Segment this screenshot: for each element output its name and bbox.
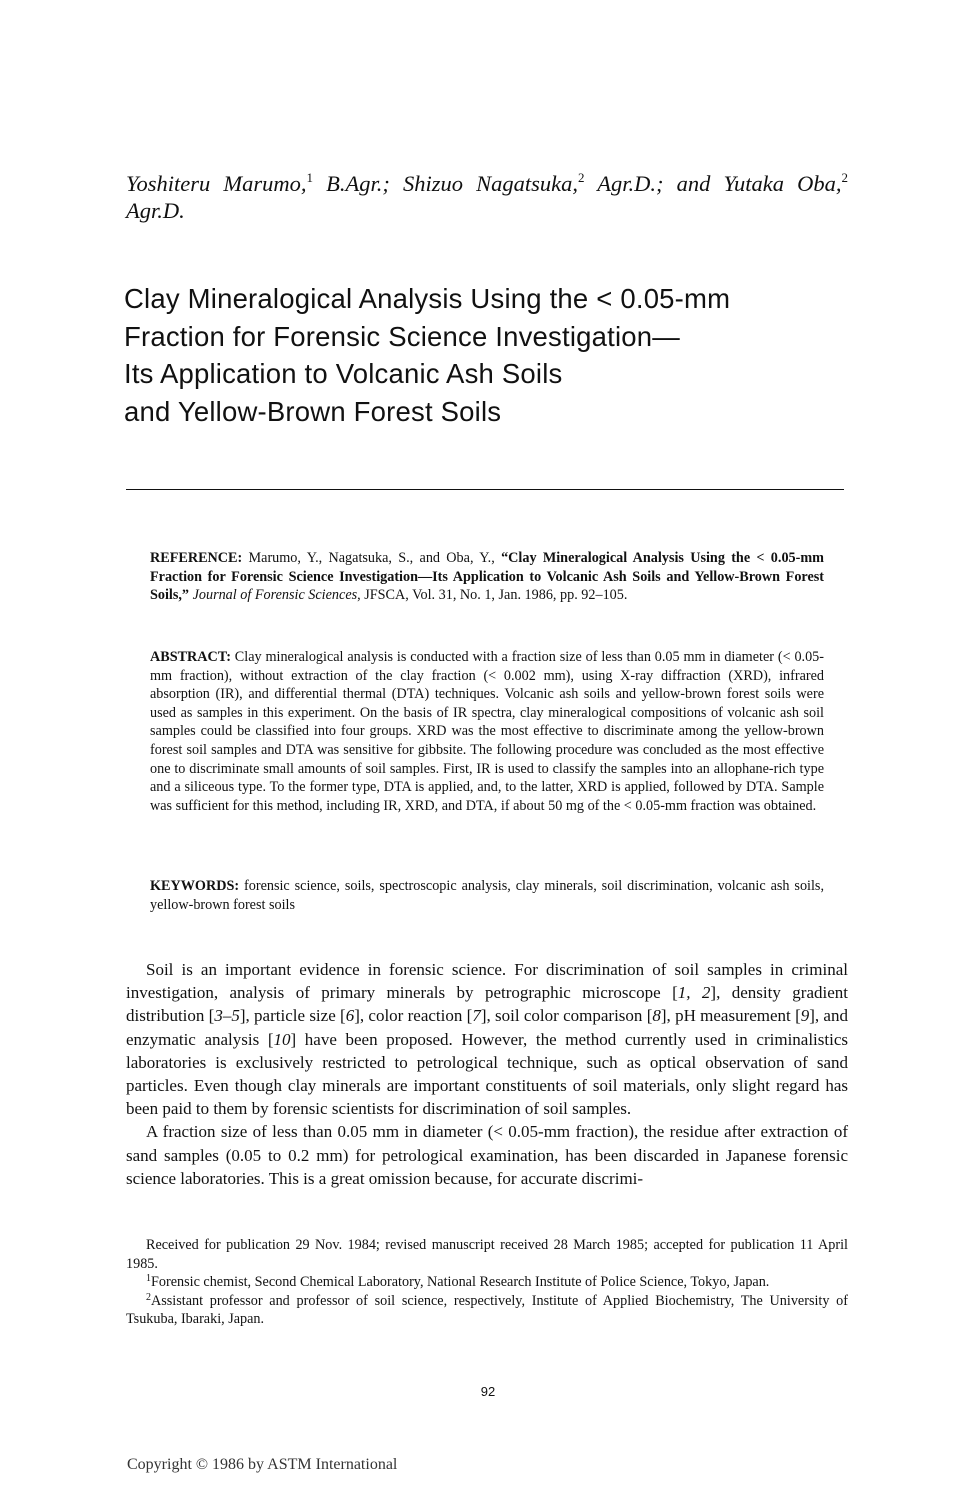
footnote-mark: 1 bbox=[146, 1273, 151, 1285]
text-run: ] have been proposed. However, the method currently used in criminalistics laboratories is exclusively restricted to petrological technique, such as optical observation of sand particles. Even though clay minerals are important constituents of soil materials, only slight regard has been paid to them by forensic scientists for discrimination of soil samples. bbox=[126, 1029, 849, 1119]
abstract-label: ABSTRACT: bbox=[150, 649, 231, 665]
keywords-block bbox=[150, 877, 824, 914]
author-name: Yutaka Oba, bbox=[723, 171, 842, 196]
author-degree: Agr.D.; and bbox=[584, 171, 724, 196]
text-run: ], and enzymatic analysis [ bbox=[126, 1006, 848, 1049]
citation-ref: 7 bbox=[472, 1006, 481, 1026]
citation-ref: 1, 2 bbox=[677, 983, 711, 1003]
citation-ref: 9 bbox=[800, 1006, 810, 1026]
title-line: Clay Mineralogical Analysis Using the < 0.05-mm bbox=[124, 283, 731, 314]
citation-ref: 10 bbox=[273, 1029, 291, 1049]
received-note: Received for publication 29 Nov. 1984; revised manuscript received 28 March 1985; accepted for publication 11 April 1985. bbox=[126, 1237, 848, 1272]
affiliation-mark: 1 bbox=[306, 170, 313, 185]
footnote-text: Forensic chemist, Second Chemical Laboratory, National Research Institute of Police Science, Tokyo, Japan. bbox=[151, 1274, 770, 1291]
reference-citation: , JFSCA, Vol. 31, No. 1, Jan. 1986, pp. 92–105. bbox=[357, 587, 628, 604]
body-text bbox=[126, 958, 848, 1190]
text-run: ], pH measurement [ bbox=[660, 1006, 801, 1026]
body-paragraph: A fraction size of less than 0.05 mm in diameter (< 0.05-mm fraction), the residue after extraction of sand samples (0.05 to 0.2 mm) for petrological examination, has been discarded in Japanese forensic science laboratories. This is a great omission because, for accurate discrimi- bbox=[126, 1122, 848, 1188]
footnote bbox=[126, 1273, 848, 1292]
body-paragraph bbox=[126, 958, 848, 1120]
title-divider bbox=[126, 489, 844, 490]
author-name: Shizuo Nagatsuka, bbox=[403, 171, 579, 196]
abstract-block bbox=[150, 648, 824, 815]
footnote-mark: 2 bbox=[146, 1291, 151, 1303]
citation-ref: 8 bbox=[652, 1006, 661, 1026]
paper-title bbox=[124, 280, 864, 430]
author-degree: Agr.D. bbox=[126, 198, 185, 223]
author-degree: B.Agr.; bbox=[312, 171, 403, 196]
reference-block bbox=[150, 549, 824, 605]
copyright-notice: Copyright © 1986 by ASTM International bbox=[127, 1456, 398, 1473]
affiliation-mark: 2 bbox=[578, 170, 585, 185]
footnote-text: Assistant professor and professor of soil science, respectively, Institute of Applied Biochemistry, The University of Tsukuba, Ibaraki, Japan. bbox=[126, 1292, 848, 1328]
reference-authors: Marumo, Y., Nagatsuka, S., and Oba, Y., bbox=[242, 550, 502, 566]
author-line bbox=[126, 170, 848, 224]
text-run: Soil is an important evidence in forensic science. For discrimination of soil samples in criminal investigation, analysis of primary minerals by petrographic microscope [ bbox=[126, 960, 848, 1003]
citation-ref: 6 bbox=[345, 1006, 355, 1026]
text-run: ], density gradient distribution [ bbox=[126, 983, 849, 1026]
reference-article-title: “Clay Mineralogical Analysis Using the < 0.05-mm Fraction for Forensic Science Investigation—Its Application to Volcanic Ash Soils and Yellow-Brown Forest Soils,” bbox=[150, 550, 824, 604]
affiliation-mark: 2 bbox=[841, 170, 848, 185]
page-number: 92 bbox=[480, 1384, 496, 1399]
citation-ref: 3–5 bbox=[214, 1006, 240, 1026]
reference-journal: Journal of Forensic Sciences bbox=[189, 587, 358, 604]
title-line: and Yellow-Brown Forest Soils bbox=[124, 395, 502, 427]
author-name: Yoshiteru Marumo, bbox=[126, 171, 307, 196]
footnotes bbox=[126, 1236, 848, 1329]
title-line: Fraction for Forensic Science Investigation— bbox=[124, 320, 680, 352]
footnote bbox=[126, 1292, 848, 1329]
text-run: ], soil color comparison [ bbox=[480, 1006, 653, 1026]
keywords-text: forensic science, soils, spectroscopic analysis, clay minerals, soil discrimination, volcanic ash soils, yellow-brown forest soils bbox=[150, 878, 824, 913]
text-run: ], particle size [ bbox=[239, 1006, 346, 1026]
title-line: Its Application to Volcanic Ash Soils bbox=[124, 358, 563, 389]
keywords-label: KEYWORDS: bbox=[150, 878, 240, 894]
abstract-text: Clay mineralogical analysis is conducted with a fraction size of less than 0.05 mm in diameter (< 0.05-mm fraction), without extraction of the clay fraction (< 0.002 mm), using X-ray diffraction (XRD), infrared absorption (IR), and differential thermal (DTA) techniques. Volcanic ash soils and yellow-brown forest soils were used as samples in this experiment. On the basis of IR spectra, clay mineralogical compositions of volcanic ash soil samples could be classified into four groups. XRD was the most effective to discriminate among the yellow-brown forest soil samples and DTA was sensitive for gibbsite. The following procedure was concluded as the most effective one to discriminate small amounts of soil samples. First, IR is used to classify the samples into an allophane-rich type and a siliceous type. To the former type, DTA is applied, and, to the latter, XRD is applied, followed by DTA. Sample was sufficient for this method, including IR, XRD, and DTA, if about 50 mg of the < 0.05-mm fraction was obtained. bbox=[150, 649, 824, 814]
text-run: ], color reaction [ bbox=[354, 1006, 473, 1026]
reference-label: REFERENCE: bbox=[150, 550, 243, 566]
